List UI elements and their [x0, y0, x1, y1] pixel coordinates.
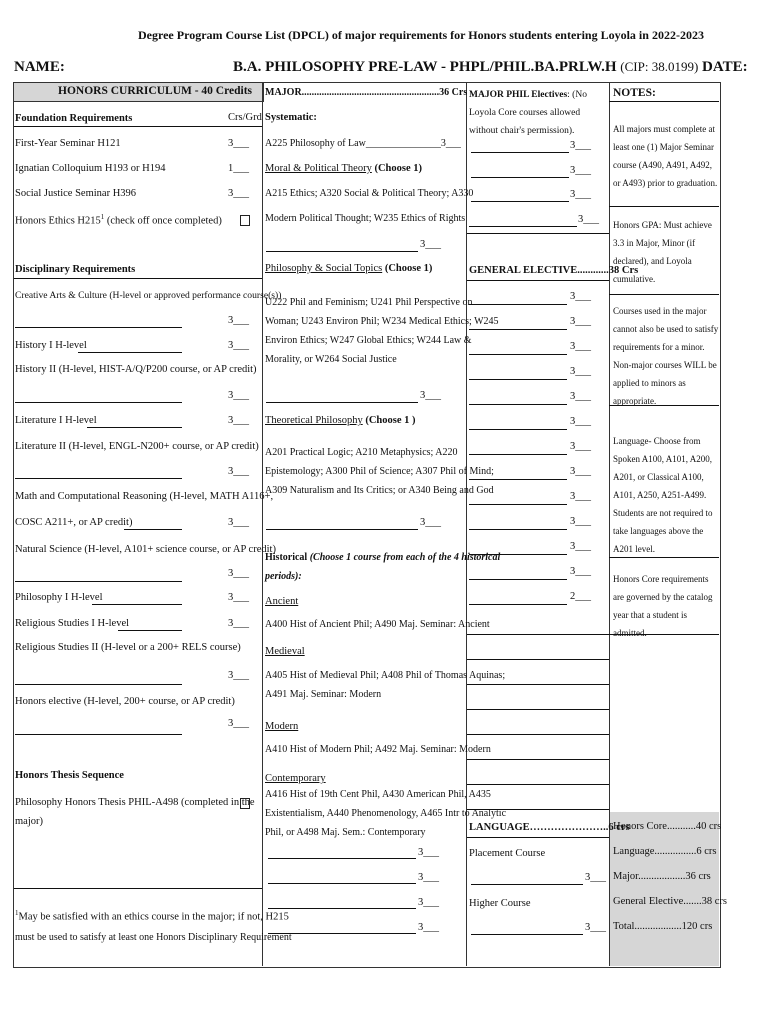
general-credit-12[interactable]: 3___ [570, 566, 591, 577]
religious-studies-1-blank[interactable] [118, 630, 182, 631]
religious-studies-1: Religious Studies I H-level [15, 618, 130, 629]
natural-science-credit[interactable]: 3___ [228, 568, 249, 579]
moral-political-heading [265, 164, 422, 175]
blank-row-rule-8 [467, 809, 609, 810]
note-honors-core: Honors Core requirements are governed by the catalog year that a student is admitted. [613, 574, 713, 638]
first-year-credit[interactable]: 3___ [228, 138, 249, 149]
moral-courses-2: Modern Political Thought; W235 Ethics of Rights [265, 213, 466, 224]
ignatian-colloquium: Ignatian Colloquium H193 or H194 [15, 163, 166, 174]
theoretical-blank[interactable] [266, 529, 418, 530]
general-blank-6[interactable] [469, 429, 567, 430]
history-1: History I H-level [15, 340, 87, 351]
historical-credit-4[interactable]: 3___ [418, 922, 439, 933]
general-credit-8[interactable]: 3___ [570, 466, 591, 477]
honors-title: HONORS CURRICULUM - 40 Credits [58, 85, 253, 97]
math-2: COSC A211+, or AP credit) [15, 517, 133, 528]
phil-elective-credit-4[interactable]: 3___ [578, 214, 599, 225]
historical-blank-2[interactable] [268, 883, 416, 884]
social-justice-seminar: Social Justice Seminar H396 [15, 188, 137, 199]
footnote-rule [14, 888, 262, 889]
social-credit[interactable]: 3___ [420, 390, 441, 401]
modern-courses: A410 Hist of Modern Phil; A492 Maj. Seminar: Modern [265, 744, 491, 755]
higher-blank[interactable] [471, 934, 583, 935]
social-blank[interactable] [266, 402, 418, 403]
notes-rule-3 [609, 405, 719, 406]
systematic-title: Systematic: [265, 112, 317, 123]
honors-ethics [15, 214, 222, 227]
date-label: DATE: [702, 59, 748, 75]
medieval-courses-2: A491 Maj. Seminar: Modern [265, 689, 382, 700]
disciplinary-rule [14, 278, 262, 279]
summary-general-elective: General Elective.......38 crs [613, 896, 727, 907]
general-blank-9[interactable] [469, 504, 567, 505]
major-phil-electives-title: MAJOR PHIL Electives [469, 90, 568, 100]
note-language: Language- Choose from Spoken A100, A101, A200, A201, or Classical A100, A101, A250, A251-A499. Students are not required to take languages above the A201 level. [613, 436, 713, 554]
blank-row-rule-5 [467, 734, 609, 735]
summary-total: Total..................120 crs [613, 921, 713, 932]
math-credit[interactable]: 3___ [228, 517, 249, 528]
contemporary-courses-1: A416 Hist of 19th Cent Phil, A430 American Phil, A435 [265, 789, 491, 800]
notes-title: NOTES: [613, 87, 656, 99]
creative-arts: Creative Arts & Culture (H-level or approved performance course(s)) [15, 290, 282, 301]
social-courses-2: Woman; U243 Environ Phil; W234 Medical Ethics; W245 [265, 316, 499, 327]
phil-elective-blank-1[interactable] [471, 152, 569, 153]
social-justice-credit[interactable]: 3___ [228, 188, 249, 199]
natural-science: Natural Science (H-level, A101+ science course, or AP credit) [15, 544, 276, 555]
medieval-courses-1: A405 Hist of Medieval Phil; A408 Phil of Thomas Aquinas; [265, 670, 506, 681]
contemporary-courses-2: Existentialism, A440 Phenomenology, A465 Intr to Analytic [265, 808, 507, 819]
math-blank[interactable] [124, 529, 182, 530]
note-minor-courses: Courses used in the major cannot also be used to satisfy requirements for a minor. Non-major courses WILL be applied to minors as appropriate. [613, 306, 719, 406]
general-credit-5[interactable]: 3___ [570, 391, 591, 402]
religious-studies-1-credit[interactable]: 3___ [228, 618, 249, 629]
notes-rule-2 [609, 294, 719, 295]
general-blank-8[interactable] [469, 479, 567, 480]
summary-honors-core: Honors Core...........40 crs [613, 821, 722, 832]
creative-arts-blank[interactable] [15, 327, 182, 328]
blank-row-rule-2 [467, 659, 609, 660]
social-topics-heading [265, 264, 432, 275]
placement-blank[interactable] [471, 884, 583, 885]
notes-rule-4 [609, 557, 719, 558]
contemporary-courses-3: Phil, or A498 Maj. Sem.: Contemporary [265, 827, 426, 838]
modern-heading: Modern [265, 721, 299, 732]
ancient-heading: Ancient [265, 596, 299, 607]
math-1: Math and Computational Reasoning (H-level, MATH A116+, [15, 491, 274, 502]
thesis-line-1: Philosophy Honors Thesis PHIL-A498 (completed in the [15, 797, 255, 808]
first-year-seminar: First-Year Seminar H121 [15, 138, 121, 149]
historical-heading [265, 553, 500, 563]
religious-studies-2-credit[interactable]: 3___ [228, 670, 249, 681]
literature-2: Literature II (H-level, ENGL-N200+ course, or AP credit) [15, 441, 259, 452]
ethics-checkbox[interactable] [240, 215, 250, 226]
theoretical-courses-2: Epistemology; A300 Phil of Science; A307 Phil of Mind; [265, 466, 494, 477]
contemporary-heading: Contemporary [265, 773, 326, 784]
major-phil-electives-note [469, 86, 609, 140]
social-courses-4: Morality, or W264 Social Justice [265, 354, 397, 365]
footnote-line-2: must be used to satisfy at least one Honors Disciplinary Requirement [15, 932, 292, 943]
footnote-line-1 [15, 910, 289, 923]
theoretical-title: Theoretical Philosophy [265, 415, 363, 426]
historical-credit-3[interactable]: 3___ [418, 897, 439, 908]
foundation-rule [14, 126, 262, 127]
honors-elective-credit[interactable]: 3___ [228, 718, 249, 729]
crs-grd-header: Crs/Grd [228, 112, 262, 123]
medieval-heading: Medieval [265, 646, 305, 657]
moral-choose-1: (Choose 1) [374, 163, 423, 174]
moral-political-title: Moral & Political Theory [265, 163, 372, 174]
summary-major: Major..................36 crs [613, 871, 711, 882]
general-blank-7[interactable] [469, 454, 567, 455]
program-title [233, 60, 748, 75]
note-honors-gpa: Honors GPA: Must achieve 3.3 in Major, Minor (if declared), and Loyola cumulative. [613, 220, 712, 284]
history-2-blank[interactable] [15, 402, 182, 403]
literature-2-blank[interactable] [15, 478, 182, 479]
major-phil-electives-text: : (No Loyola Core courses allowed without chair's permission). [469, 90, 587, 136]
blank-row-rule-7 [467, 784, 609, 785]
social-topics-title: Philosophy & Social Topics [265, 263, 383, 274]
higher-credit[interactable]: 3___ [585, 922, 606, 933]
blank-row-rule-4 [467, 709, 609, 710]
general-credit-1[interactable]: 3___ [570, 291, 591, 302]
history-2-credit[interactable]: 3___ [228, 390, 249, 401]
philosophy-1: Philosophy I H-level [15, 592, 103, 603]
thesis-checkbox[interactable] [240, 798, 250, 809]
theoretical-heading [265, 416, 416, 427]
phil-elective-credit-2[interactable]: 3___ [570, 165, 591, 176]
blank-row-rule-1 [467, 634, 609, 635]
natural-science-blank[interactable] [15, 581, 182, 582]
general-credit-6[interactable]: 3___ [570, 416, 591, 427]
general-credit-13[interactable]: 2___ [570, 591, 591, 602]
historical-credit-2[interactable]: 3___ [418, 872, 439, 883]
language-title: LANGUAGE…………………..6 crs [469, 822, 630, 833]
footnote-text-1: May be satisfied with an ethics course in the major; if not, H215 [18, 911, 289, 923]
blank-row-rule-3 [467, 684, 609, 685]
historical-blank-4[interactable] [268, 933, 416, 934]
general-credit-11[interactable]: 3___ [570, 541, 591, 552]
historical-credit-1[interactable]: 3___ [418, 847, 439, 858]
theoretical-credit[interactable]: 3___ [420, 517, 441, 528]
page-title: Degree Program Course List (DPCL) of major requirements for Honors students entering Loyola in 2022-2023 [138, 28, 704, 42]
literature-1: Literature I H-level [15, 415, 97, 426]
footnote-number: 1 [15, 909, 19, 917]
phil-elective-blank-3[interactable] [471, 201, 569, 202]
program-code: B.A. PHILOSOPHY PRE-LAW - PHPL/PHIL.BA.PRLW.H [233, 59, 617, 75]
name-label: NAME: [14, 59, 65, 75]
notes-rule-5 [609, 634, 719, 635]
general-credit-7[interactable]: 3___ [570, 441, 591, 452]
literature-1-blank[interactable] [87, 427, 182, 428]
placement-course: Placement Course [469, 848, 546, 859]
religious-studies-2-blank[interactable] [15, 684, 182, 685]
general-credit-9[interactable]: 3___ [570, 491, 591, 502]
historical-blank-3[interactable] [268, 908, 416, 909]
general-blank-1[interactable] [469, 304, 567, 305]
general-blank-13[interactable] [469, 604, 567, 605]
religious-studies-2: Religious Studies II (H-level or a 200+ RELS course) [15, 642, 241, 653]
social-choose-1: (Choose 1) [384, 263, 433, 274]
honors-elective: Honors elective (H-level, 200+ course, or AP credit) [15, 696, 235, 707]
moral-courses-1: A215 Ethics; A320 Social & Political Theory; A330 [265, 188, 474, 199]
ignatian-credit[interactable]: 1___ [228, 163, 249, 174]
historical-title: Historical [265, 552, 308, 563]
creative-arts-credit[interactable]: 3___ [228, 315, 249, 326]
general-blank-12[interactable] [469, 579, 567, 580]
language-rule [467, 837, 609, 838]
phil-elective-blank-2[interactable] [471, 177, 569, 178]
summary-language: Language................6 crs [613, 846, 717, 857]
theoretical-courses-1: A201 Practical Logic; A210 Metaphysics; A220 [265, 447, 458, 458]
literature-1-credit[interactable]: 3___ [228, 415, 249, 426]
blank-row-rule-6 [467, 759, 609, 760]
honors-ethics-label: Honors Ethics H215 [15, 215, 101, 227]
col-divider-1 [262, 82, 263, 966]
cip-code: (CIP: 38.0199) [620, 59, 699, 74]
general-credit-3[interactable]: 3___ [570, 341, 591, 352]
ancient-courses: A400 Hist of Ancient Phil; A490 Maj. Seminar: Ancient [265, 619, 490, 630]
thesis-line-2: major) [15, 816, 43, 827]
historical-note-2: periods): [265, 571, 302, 582]
thesis-title: Honors Thesis Sequence [15, 770, 124, 781]
phil-elective-blank-4[interactable] [469, 226, 577, 227]
philosophy-1-blank[interactable] [92, 604, 182, 605]
moral-credit[interactable]: 3___ [420, 239, 441, 250]
disciplinary-title: Disciplinary Requirements [15, 264, 136, 275]
a225-philosophy-of-law[interactable]: A225 Philosophy of Law_______________3___ [265, 138, 461, 149]
general-blank-2[interactable] [469, 329, 567, 330]
general-blank-5[interactable] [469, 404, 567, 405]
philosophy-1-credit[interactable]: 3___ [228, 592, 249, 603]
summary-shading [610, 812, 722, 966]
general-blank-11[interactable] [469, 554, 567, 555]
general-blank-4[interactable] [469, 379, 567, 380]
theoretical-choose-1: (Choose 1 ) [365, 415, 416, 426]
general-elective-title: GENERAL ELECTIVE............38 Crs [469, 265, 639, 276]
honors-ethics-note: (check off once completed) [104, 215, 222, 227]
general-credit-4[interactable]: 3___ [570, 366, 591, 377]
historical-blank-1[interactable] [268, 858, 416, 859]
phil-elective-credit-1[interactable]: 3___ [570, 140, 591, 151]
col-divider-2 [466, 82, 467, 966]
general-blank-10[interactable] [469, 529, 567, 530]
general-blank-3[interactable] [469, 354, 567, 355]
moral-blank[interactable] [266, 251, 418, 252]
social-courses-1: U222 Phil and Feminism; U241 Phil Perspective on [265, 297, 473, 308]
major-title: MAJOR.......................................................36 Crs [265, 87, 468, 98]
foundation-title: Foundation Requirements [15, 113, 133, 124]
notes-rule-1 [609, 206, 719, 207]
literature-2-credit[interactable]: 3___ [228, 466, 249, 477]
history-1-blank[interactable] [78, 352, 182, 353]
history-2: History II (H-level, HIST-A/Q/P200 course, or AP credit) [15, 364, 257, 375]
electives-rule [467, 233, 609, 234]
general-credit-2[interactable]: 3___ [570, 316, 591, 327]
social-courses-3: Environ Ethics; W247 Global Ethics; W244 Law & [265, 335, 472, 346]
historical-note-1: (Choose 1 course from each of the 4 historical [309, 552, 501, 563]
higher-course: Higher Course [469, 898, 531, 909]
placement-credit[interactable]: 3___ [585, 872, 606, 883]
footnote-marker: 1 [100, 213, 105, 221]
notes-rule-0 [609, 101, 719, 102]
honors-elective-blank[interactable] [15, 734, 182, 735]
general-credit-10[interactable]: 3___ [570, 516, 591, 527]
general-rule [467, 280, 609, 281]
note-major-seminar: All majors must complete at least one (1) Major Seminar course (A490, A491, A492, or A493) prior to graduation. [613, 124, 718, 188]
history-1-credit[interactable]: 3___ [228, 340, 249, 351]
theoretical-courses-3: A309 Naturalism and Its Critics; or A340 Being and God [265, 485, 494, 496]
phil-elective-credit-3[interactable]: 3___ [570, 189, 591, 200]
